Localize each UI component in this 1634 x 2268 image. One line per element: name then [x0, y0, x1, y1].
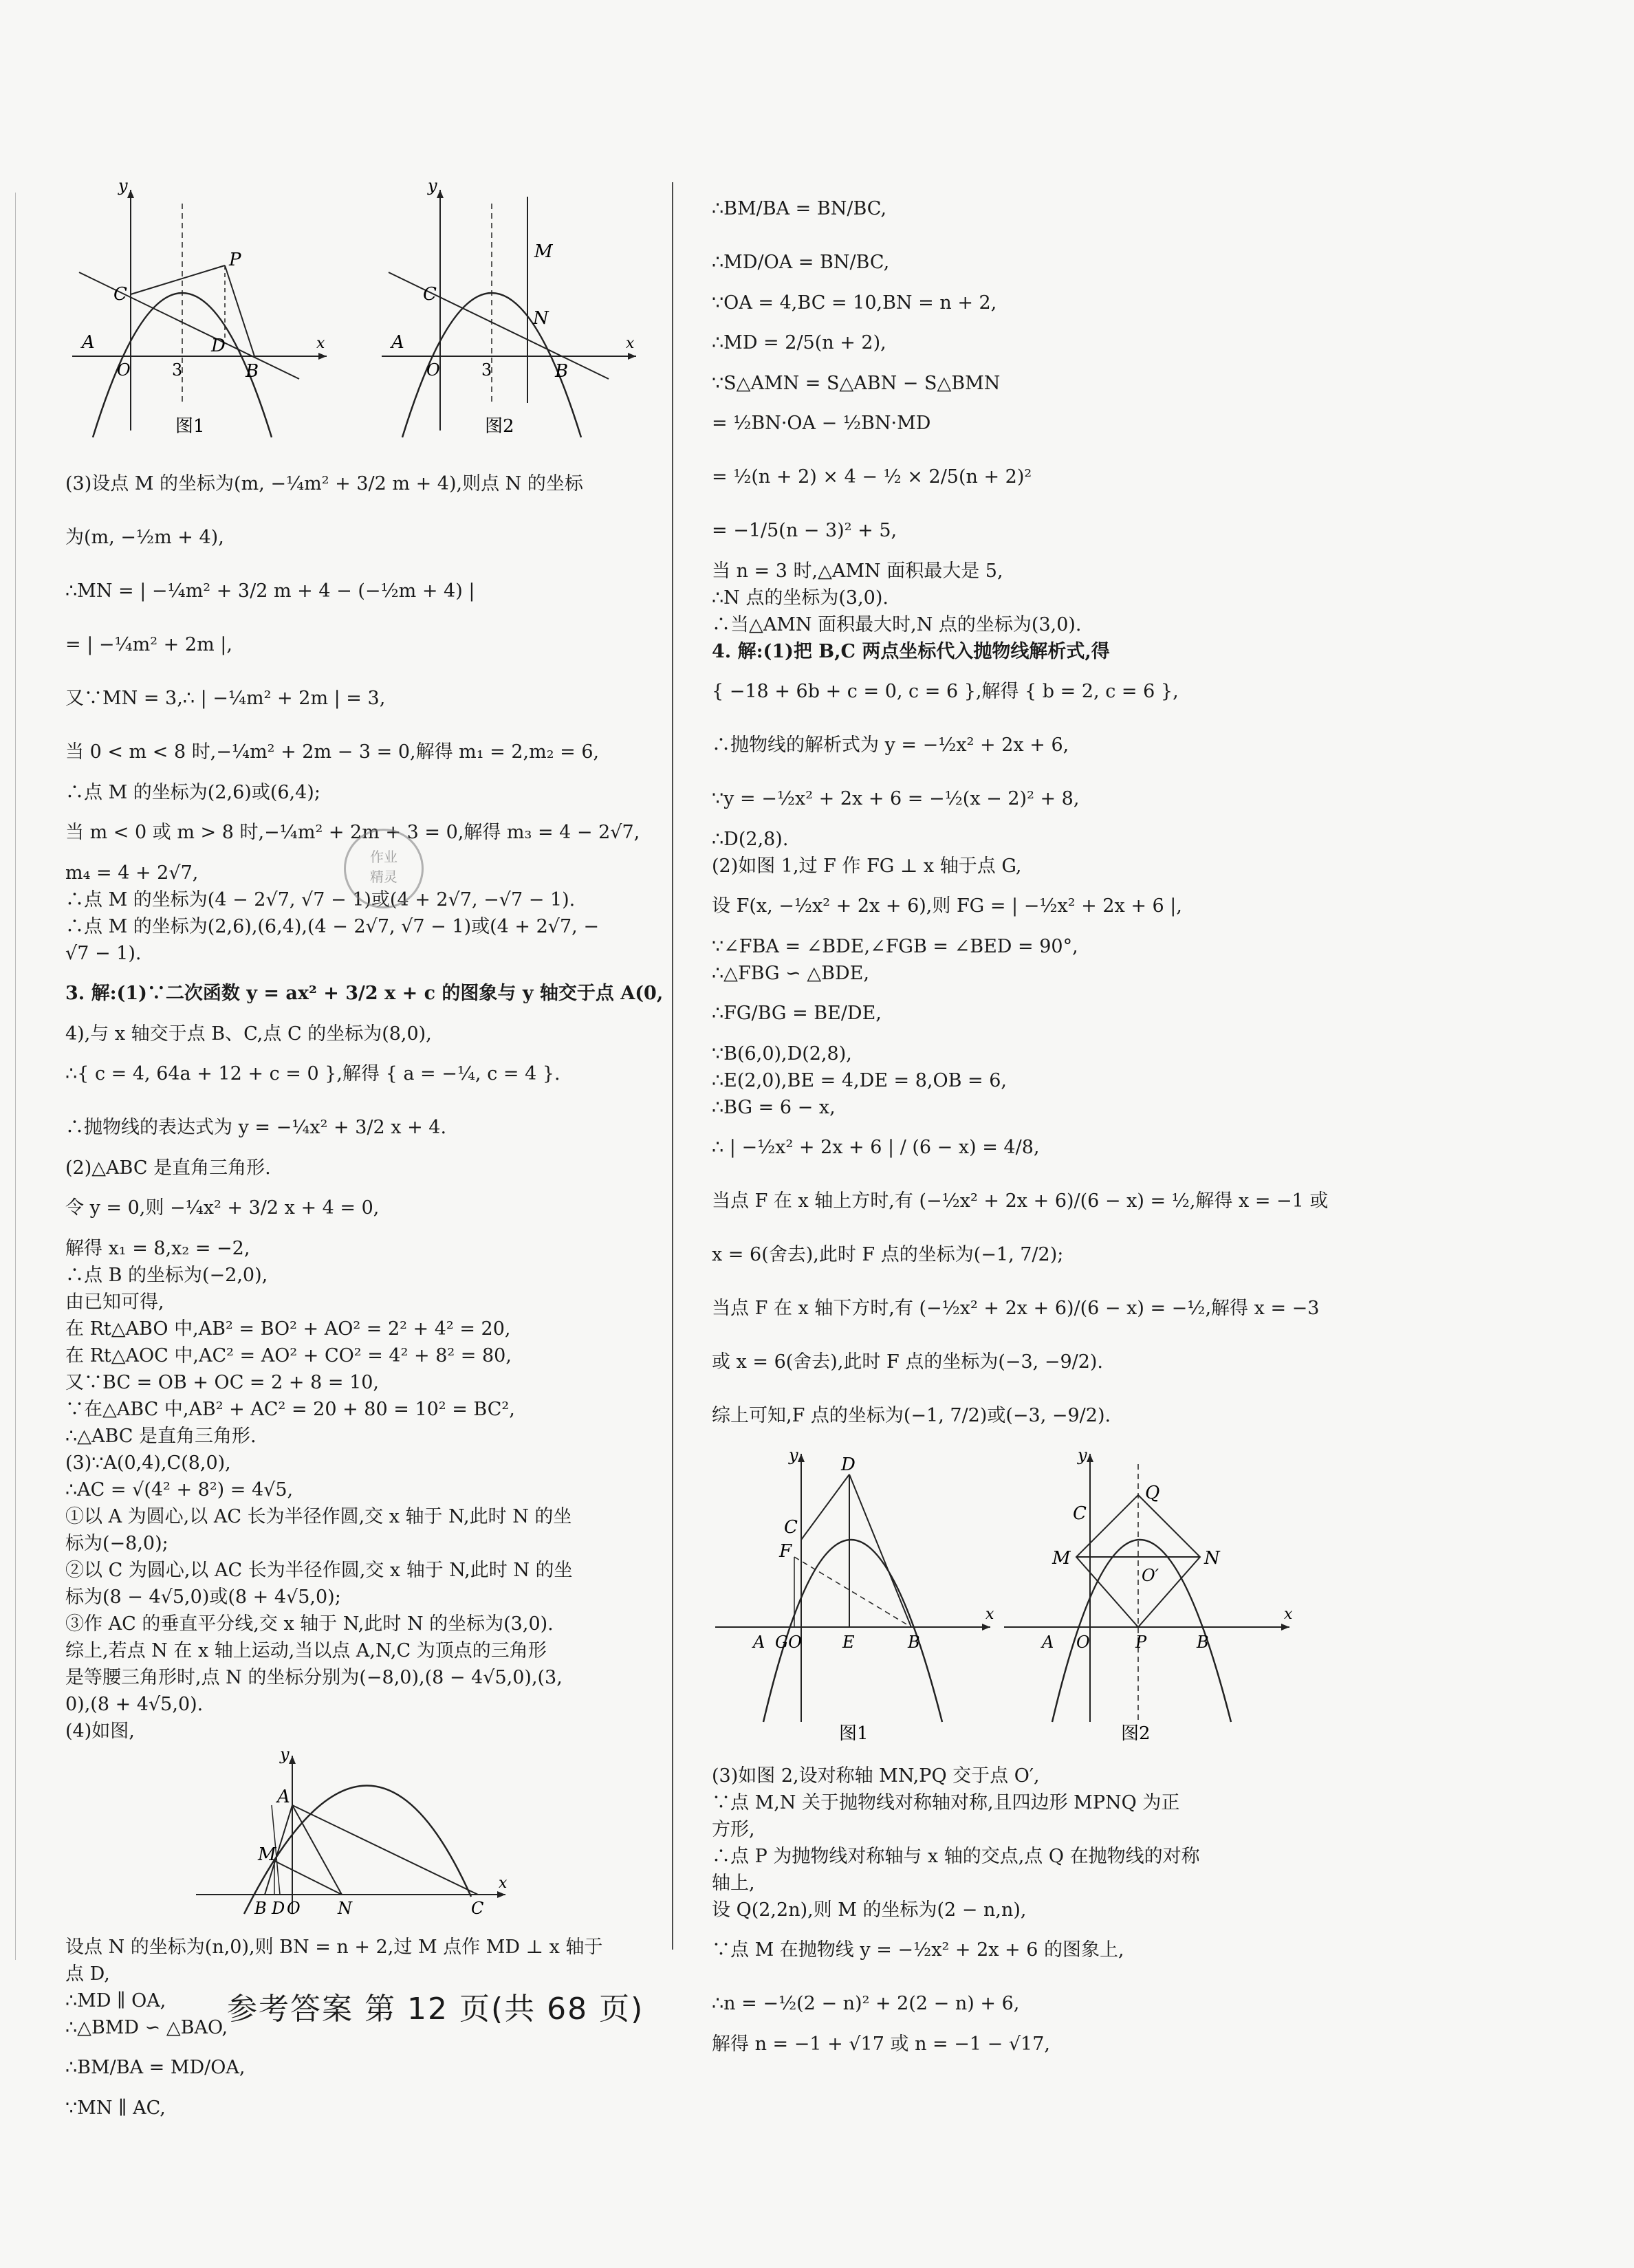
- text-line: ∵y = −½x² + 2x + 6 = −½(x − 2)² + 8,: [712, 788, 1080, 809]
- svg-text:A: A: [1042, 1633, 1054, 1652]
- text-line: ∵S△AMN = S△ABN − S△BMN: [712, 373, 1001, 394]
- text-line: (4)如图,: [65, 1721, 135, 1742]
- figure-2: [1004, 1447, 1293, 1744]
- text-line: ∴ | −½x² + 2x + 6 | / (6 − x) = 4/8,: [712, 1137, 1040, 1158]
- left-top-figures: [65, 176, 650, 452]
- stamp-line-1: 作业: [370, 849, 397, 865]
- text-line: ∵点 M 在抛物线 y = −½x² + 2x + 6 的图象上,: [712, 1939, 1124, 1961]
- svg-text:P: P: [229, 250, 241, 270]
- left-column: [65, 172, 664, 2122]
- text-line: 解得 x₁ = 8,x₂ = −2,: [65, 1238, 250, 1259]
- svg-text:C: C: [1073, 1503, 1087, 1524]
- svg-text:A: A: [277, 1787, 290, 1807]
- text-line: 又∵BC = OB + OC = 2 + 8 = 10,: [65, 1372, 380, 1393]
- text-line: 设 Q(2,2n),则 M 的坐标为(2 − n,n),: [712, 1899, 1027, 1921]
- text-line: 又∵MN = 3,∴ | −¼m² + 2m | = 3,: [65, 688, 386, 709]
- svg-text:D: D: [211, 336, 226, 356]
- svg-text:y: y: [789, 1447, 798, 1465]
- text-line: ∴点 M 的坐标为(2,6),(6,4),(4 − 2√7, √7 − 1)或(4 + 2√7, −: [65, 916, 599, 937]
- parabola-figures-1-2: [65, 176, 650, 444]
- svg-text:3: 3: [172, 360, 183, 380]
- text-line: ∴BM/BA = BN/BC,: [712, 198, 887, 219]
- svg-text:B: B: [246, 361, 259, 382]
- text-line: 在 Rt△AOC 中,AC² = AO² + CO² = 4² + 8² = 80,: [65, 1345, 512, 1366]
- svg-text:F: F: [779, 1541, 792, 1562]
- svg-text:图2: 图2: [485, 416, 514, 437]
- text-line: ∴{ c = 4, 64a + 12 + c = 0 },解得 { a = −¼, c = 4 }.: [65, 1063, 560, 1084]
- text-line: ∴△ABC 是直角三角形.: [65, 1426, 257, 1447]
- text-line: 当点 F 在 x 轴上方时,有 (−½x² + 2x + 6)/(6 − x) = ½,解得 x = −1 或: [712, 1190, 1329, 1212]
- text-line: ③作 AC 的垂直平分线,交 x 轴于 N,此时 N 的坐标为(3,0).: [65, 1613, 554, 1635]
- text-line: ①以 A 为圆心,以 AC 长为半径作圆,交 x 轴于 N,此时 N 的坐: [65, 1506, 572, 1527]
- svg-text:C: C: [471, 1899, 484, 1918]
- svg-text:N: N: [1204, 1548, 1220, 1569]
- stamp-line-2: 精灵: [370, 869, 397, 885]
- text-line: ∴点 M 的坐标为(2,6)或(6,4);: [65, 782, 320, 803]
- text-line: 当 0 < m < 8 时,−¼m² + 2m − 3 = 0,解得 m₁ = 2,m₂ = 6,: [65, 741, 600, 763]
- text-line: ∵在△ABC 中,AB² + AC² = 20 + 80 = 10² = BC²,: [65, 1399, 515, 1420]
- text-line: ∴D(2,8).: [712, 829, 789, 850]
- text-line: ∵MN ∥ AC,: [65, 2097, 166, 2119]
- svg-text:x: x: [626, 335, 635, 352]
- svg-text:3: 3: [481, 360, 492, 380]
- text-line: 综上可知,F 点的坐标为(−1, 7/2)或(−3, −9/2).: [712, 1405, 1111, 1426]
- text-line: 设点 N 的坐标为(n,0),则 BN = n + 2,过 M 点作 MD ⊥ x 轴于: [65, 1937, 603, 1958]
- svg-text:M: M: [258, 1844, 276, 1865]
- text-line: 点 D,: [65, 1963, 110, 1985]
- figure-1: [715, 1447, 994, 1744]
- text-line: ∵B(6,0),D(2,8),: [712, 1043, 852, 1065]
- text-line: 标为(−8,0);: [65, 1533, 168, 1554]
- text-line: = | −¼m² + 2m |,: [65, 634, 232, 655]
- svg-text:O: O: [287, 1899, 301, 1918]
- svg-text:N: N: [338, 1899, 352, 1918]
- text-line: 令 y = 0,则 −¼x² + 3/2 x + 4 = 0,: [65, 1197, 380, 1219]
- text-line: 是等腰三角形时,点 N 的坐标分别为(−8,0),(8 − 4√5,0),(3,: [65, 1667, 563, 1688]
- question-4-heading: 4. 解:(1)把 B,C 两点坐标代入抛物线解析式,得: [712, 641, 1110, 662]
- column-divider: [672, 182, 673, 1950]
- svg-text:E: E: [842, 1633, 855, 1652]
- svg-text:y: y: [118, 176, 128, 195]
- figure-1: [72, 176, 327, 437]
- text-line: (2)△ABC 是直角三角形.: [65, 1157, 271, 1179]
- text-line: 当 n = 3 时,△AMN 面积最大是 5,: [712, 560, 1003, 582]
- text-line: = ½BN·OA − ½BN·MD: [712, 413, 931, 434]
- text-line: x = 6(舍去),此时 F 点的坐标为(−1, 7/2);: [712, 1244, 1064, 1265]
- text-line: ∴抛物线的表达式为 y = −¼x² + 3/2 x + 4.: [65, 1117, 447, 1138]
- svg-text:M: M: [1052, 1548, 1071, 1569]
- text-line: ∴MD = 2/5(n + 2),: [712, 332, 886, 353]
- svg-text:A: A: [82, 332, 95, 353]
- text-line: 方形,: [712, 1819, 755, 1840]
- text-line: 综上,若点 N 在 x 轴上运动,当以点 A,N,C 为顶点的三角形: [65, 1640, 547, 1661]
- svg-text:B: B: [254, 1899, 267, 1918]
- svg-text:A: A: [391, 332, 404, 353]
- text-line: ∴n = −½(2 − n)² + 2(2 − n) + 6,: [712, 1993, 1020, 2014]
- svg-text:图1: 图1: [839, 1723, 869, 1744]
- text-line: ∴FG/BG = BE/DE,: [712, 1003, 882, 1024]
- text-line: ∵OA = 4,BC = 10,BN = n + 2,: [712, 292, 997, 314]
- text-line: ∴点 M 的坐标为(4 − 2√7, √7 − 1)或(4 + 2√7, −√7 − 1).: [65, 889, 576, 911]
- svg-text:N: N: [533, 308, 549, 329]
- text-line: = ½(n + 2) × 4 − ½ × 2/5(n + 2)²: [712, 466, 1032, 488]
- svg-text:O: O: [426, 360, 440, 380]
- text-line: ∴MD ∥ OA,: [65, 1990, 166, 2011]
- svg-text:图2: 图2: [1121, 1723, 1151, 1744]
- text-line: 标为(8 − 4√5,0)或(8 + 4√5,0);: [65, 1586, 341, 1608]
- text-line: ∴MD/OA = BN/BC,: [712, 252, 890, 273]
- text-line: (2)如图 1,过 F 作 FG ⊥ x 轴于点 G,: [712, 855, 1022, 877]
- figure-part-4: [65, 1749, 650, 1928]
- svg-text:C: C: [113, 284, 127, 305]
- page-gutter-line: [15, 193, 16, 1960]
- svg-text:y: y: [280, 1749, 290, 1764]
- text-line: ∴点 B 的坐标为(−2,0),: [65, 1265, 268, 1286]
- svg-text:C: C: [784, 1517, 798, 1538]
- svg-text:D: D: [841, 1454, 856, 1475]
- text-line: 设 F(x, −½x² + 2x + 6),则 FG = | −½x² + 2x + 6 |,: [712, 895, 1182, 917]
- svg-text:P: P: [1135, 1633, 1147, 1652]
- text-line: ②以 C 为圆心,以 AC 长为半径作圆,交 x 轴于 N,此时 N 的坐: [65, 1560, 573, 1581]
- svg-text:O′: O′: [1142, 1566, 1159, 1585]
- right-column: [712, 182, 1329, 2058]
- figure-2: [382, 176, 636, 437]
- text-line: ∴AC = √(4² + 8²) = 4√5,: [65, 1479, 294, 1501]
- svg-text:O: O: [1076, 1633, 1090, 1652]
- text-line: ∵点 M,N 关于抛物线对称轴对称,且四边形 MPNQ 为正: [712, 1792, 1180, 1813]
- page-footer: 参考答案 第 12 页(共 68 页): [227, 1992, 644, 2027]
- svg-text:D: D: [272, 1899, 285, 1918]
- text-line: ∴BG = 6 − x,: [712, 1097, 836, 1118]
- text-line: 4),与 x 轴交于点 B、C,点 C 的坐标为(8,0),: [65, 1023, 432, 1045]
- parabola-figures-q4: [712, 1447, 1317, 1749]
- svg-text:GO: GO: [775, 1633, 802, 1652]
- svg-text:图1: 图1: [175, 416, 205, 437]
- text-line: ∴BM/BA = MD/OA,: [65, 2057, 246, 2078]
- svg-text:x: x: [1284, 1606, 1293, 1623]
- text-line: √7 − 1).: [65, 943, 142, 964]
- text-line: ∴△BMD ∽ △BAO,: [65, 2017, 228, 2038]
- svg-text:x: x: [499, 1875, 508, 1892]
- svg-text:B: B: [908, 1633, 920, 1652]
- text-line: 由已知可得,: [65, 1291, 164, 1313]
- svg-text:M: M: [534, 241, 553, 262]
- text-line: (3)如图 2,设对称轴 MN,PQ 交于点 O′,: [712, 1765, 1040, 1787]
- svg-text:O: O: [117, 360, 131, 380]
- text-line: (3)设点 M 的坐标为(m, −¼m² + 3/2 m + 4),则点 N 的坐标: [65, 473, 583, 494]
- svg-text:B: B: [1197, 1633, 1209, 1652]
- text-line: 或 x = 6(舍去),此时 F 点的坐标为(−3, −9/2).: [712, 1351, 1104, 1373]
- svg-text:y: y: [1078, 1447, 1087, 1465]
- svg-text:y: y: [428, 176, 437, 195]
- text-line: { −18 + 6b + c = 0, c = 6 },解得 { b = 2, c = 6 },: [712, 681, 1179, 702]
- text-line: 0),(8 + 4√5,0).: [65, 1694, 204, 1715]
- text-line: 为(m, −½m + 4),: [65, 527, 224, 548]
- text-line: ∴E(2,0),BE = 4,DE = 8,OB = 6,: [712, 1070, 1007, 1091]
- svg-text:Q: Q: [1145, 1483, 1160, 1503]
- text-line: m₄ = 4 + 2√7,: [65, 862, 199, 884]
- text-line: (3)∵A(0,4),C(8,0),: [65, 1452, 231, 1474]
- text-line: ∴MN = | −¼m² + 3/2 m + 4 − (−½m + 4) |: [65, 580, 475, 602]
- svg-text:C: C: [423, 284, 437, 305]
- watermark-stamp: [344, 829, 424, 908]
- text-line: 当 m < 0 或 m > 8 时,−¼m² + 2m + 3 = 0,解得 m₃ = 4 − 2√7,: [65, 822, 640, 843]
- text-line: ∴点 P 为抛物线对称轴与 x 轴的交点,点 Q 在抛物线的对称: [712, 1846, 1200, 1867]
- parabola-figure-amn: [65, 1749, 650, 1921]
- text-line: 解得 n = −1 + √17 或 n = −1 − √17,: [712, 2033, 1050, 2055]
- svg-text:A: A: [753, 1633, 765, 1652]
- text-line: 在 Rt△ABO 中,AB² = BO² + AO² = 2² + 4² = 20,: [65, 1318, 511, 1340]
- text-line: ∴抛物线的解析式为 y = −½x² + 2x + 6,: [712, 734, 1069, 756]
- text-line: ∴△FBG ∽ △BDE,: [712, 963, 869, 984]
- text-line: 轴上,: [712, 1873, 755, 1894]
- text-line: ∵∠FBA = ∠BDE,∠FGB = ∠BED = 90°,: [712, 936, 1078, 957]
- svg-text:x: x: [985, 1606, 994, 1623]
- text-line: 当点 F 在 x 轴下方时,有 (−½x² + 2x + 6)/(6 − x) = −½,解得 x = −3: [712, 1298, 1320, 1319]
- svg-text:B: B: [555, 361, 569, 382]
- text-line: = −1/5(n − 3)² + 5,: [712, 520, 897, 541]
- svg-text:x: x: [316, 335, 325, 352]
- right-figures: [712, 1447, 1317, 1757]
- question-3-heading: 3. 解:(1)∵二次函数 y = ax² + 3/2 x + c 的图象与 y 轴交于点 A(0,: [65, 983, 664, 1004]
- text-line: ∴当△AMN 面积最大时,N 点的坐标为(3,0).: [712, 614, 1082, 635]
- text-line: ∴N 点的坐标为(3,0).: [712, 587, 889, 609]
